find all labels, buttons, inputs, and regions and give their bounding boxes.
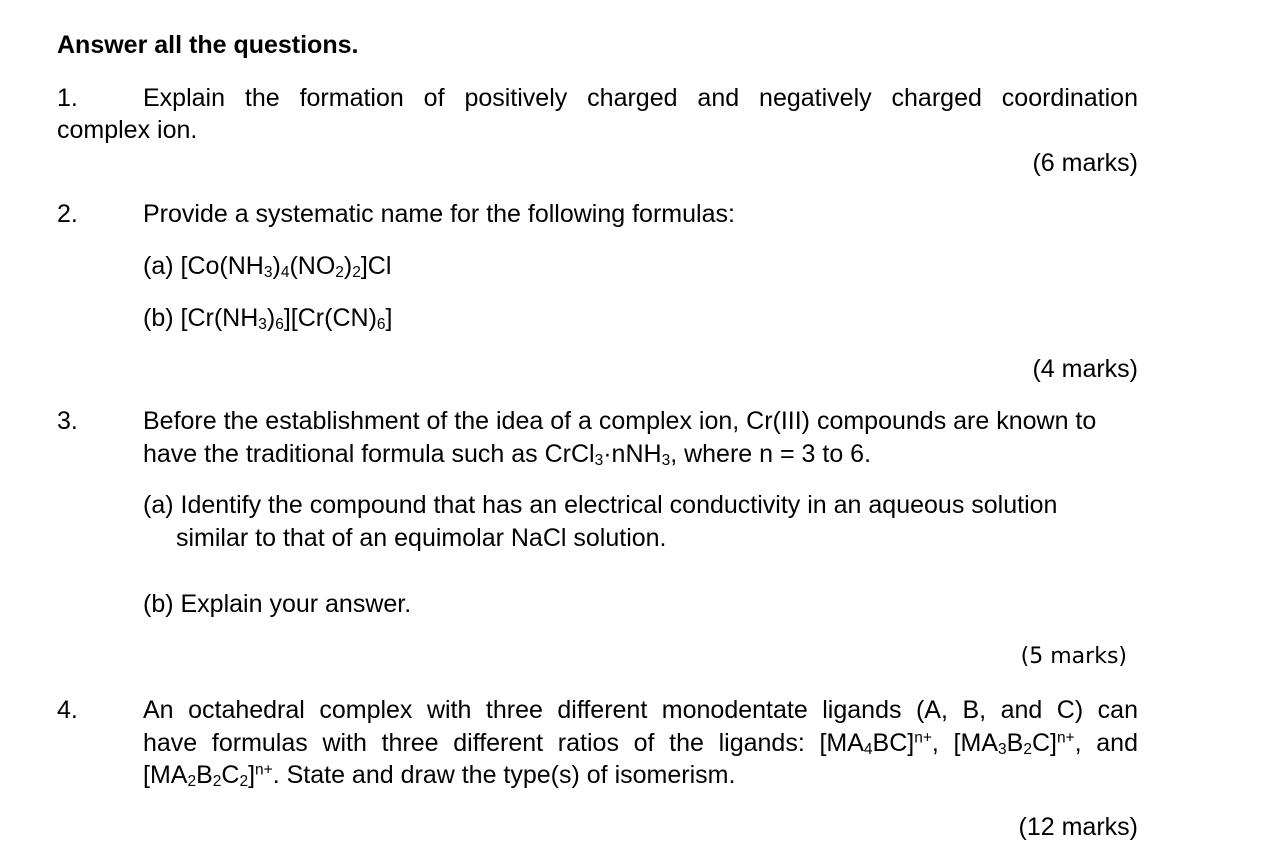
question-4-line-2-start: have formulas with three different ratios of the ligands:	[143, 729, 805, 757]
question-2a-formula: $[Co(NH_3)_4(NO_2)_2]Cl$	[180, 252, 392, 282]
question-4-line-2: have formulas with three different ratios of the ligands: $[MA_4BC]^{n+}$, $[MA_3B_2C]^{n+}$, and	[143, 729, 1138, 759]
question-3-line-1: Before the establishment of the idea of a complex ion, Cr(III) compounds are known to	[143, 407, 1097, 435]
question-4-marks: (12 marks)	[1018, 813, 1138, 841]
question-2b-formula: $[Cr(NH_3)_6][Cr(CN)_6]$	[180, 304, 393, 334]
question-2b-label: (b)	[143, 304, 174, 332]
question-4-line-1: An octahedral complex with three different monodentate ligands (A, B, and C) can	[143, 696, 1138, 724]
question-3-marks: (5 marks)	[1020, 644, 1127, 669]
formula-ma2b2c2: $[MA_2B_2C_2]^{n+}$	[143, 761, 273, 791]
question-2-marks: (4 marks)	[1032, 355, 1138, 383]
question-3a-line-2: similar to that of an equimolar NaCl solution.	[176, 524, 667, 552]
formula-ma4bc: $[MA_4BC]^{n+}$,	[819, 729, 939, 759]
question-3-line-2-end: , where n = 3 to 6.	[670, 440, 872, 468]
question-2b	[143, 304, 392, 333]
question-2a-label: (a)	[143, 252, 174, 280]
question-1-line-2: complex ion.	[57, 116, 198, 144]
question-2-prompt: Provide a systematic name for the following formulas:	[143, 200, 735, 228]
question-4-number: 4.	[57, 696, 78, 724]
question-3b: (b) Explain your answer.	[143, 590, 412, 618]
question-1-marks: (6 marks)	[1032, 149, 1138, 177]
question-2a	[143, 252, 391, 281]
question-4-line-3	[143, 761, 735, 790]
question-1-number: 1.	[57, 84, 78, 112]
question-3a-line-1: (a) Identify the compound that has an electrical conductivity in an aqueous solution	[143, 491, 1058, 519]
instructions-heading: Answer all the questions.	[57, 31, 359, 59]
question-3-line-2: have the traditional formula such as CrCl$_3$·nNH$_3$, where n = 3 to 6.	[143, 440, 872, 470]
question-4-line-3-end: . State and draw the type(s) of isomerism.	[272, 761, 736, 789]
question-3-line-2-start: have the traditional formula such as CrCl	[143, 440, 595, 468]
formula-ma3b2c: $[MA_3B_2C]^{n+}$,	[953, 729, 1082, 759]
question-1-line-1: Explain the formation of positively charged and negatively charged coordination	[143, 84, 1138, 112]
question-2-number: 2.	[57, 200, 78, 228]
question-3-number: 3.	[57, 407, 78, 435]
